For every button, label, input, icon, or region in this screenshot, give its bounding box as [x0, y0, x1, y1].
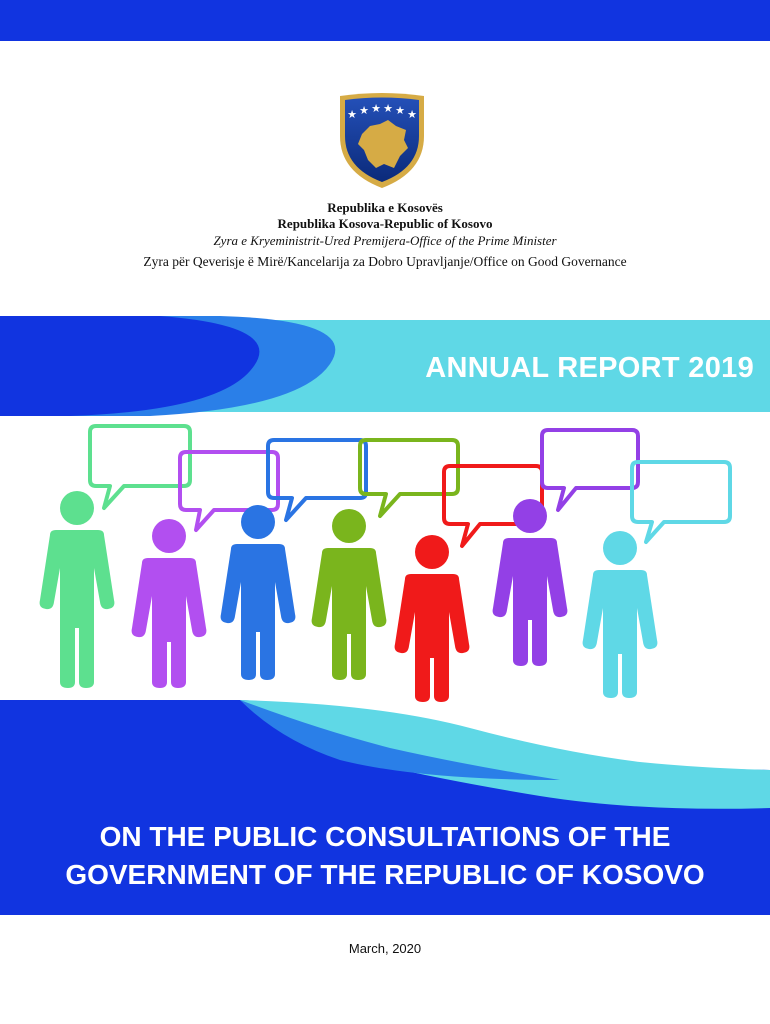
svg-text:★: ★ [347, 108, 357, 121]
speech-bubble-blue [268, 440, 366, 520]
speech-bubble-cyan [632, 462, 730, 542]
header-line-4: Zyra për Qeverisje ë Mirë/Kancelarija za Dobro Upravljanje/Office on Good Governance [143, 254, 627, 269]
issuing-authority [0, 200, 770, 274]
person-icon-green [40, 491, 115, 688]
svg-text:★: ★ [359, 104, 369, 117]
header-line-2: Republika Kosova-Republic of Kosovo [277, 216, 493, 231]
person-icon-cyan [583, 531, 658, 698]
svg-text:★: ★ [383, 102, 393, 115]
speech-bubble-green [90, 426, 190, 508]
annual-report-title: ANNUAL REPORT 2019 [425, 352, 754, 384]
kosovo-coat-of-arms-icon [336, 90, 428, 190]
header-line-3: Zyra e Kryeministrit-Ured Premijera-Office of the Prime Minister [213, 233, 557, 248]
person-icon-purple [132, 519, 207, 688]
person-icon-olive [312, 509, 387, 680]
people-illustration [0, 420, 770, 710]
svg-text:★: ★ [407, 108, 417, 121]
person-icon-blue [221, 505, 296, 680]
report-subject-line-2: GOVERNMENT OF THE REPUBLIC OF KOSOVO [65, 859, 705, 890]
header-line-1: Republika e Kosovës [327, 200, 443, 215]
report-subject-title [0, 818, 770, 894]
speech-bubble-violet [542, 430, 638, 510]
top-bar [0, 0, 770, 41]
svg-text:★: ★ [395, 104, 405, 117]
publication-date: March, 2020 [348, 941, 422, 956]
person-icon-red [395, 535, 470, 702]
svg-text:★: ★ [371, 102, 381, 115]
report-subject-line-1: ON THE PUBLIC CONSULTATIONS OF THE [99, 821, 671, 852]
